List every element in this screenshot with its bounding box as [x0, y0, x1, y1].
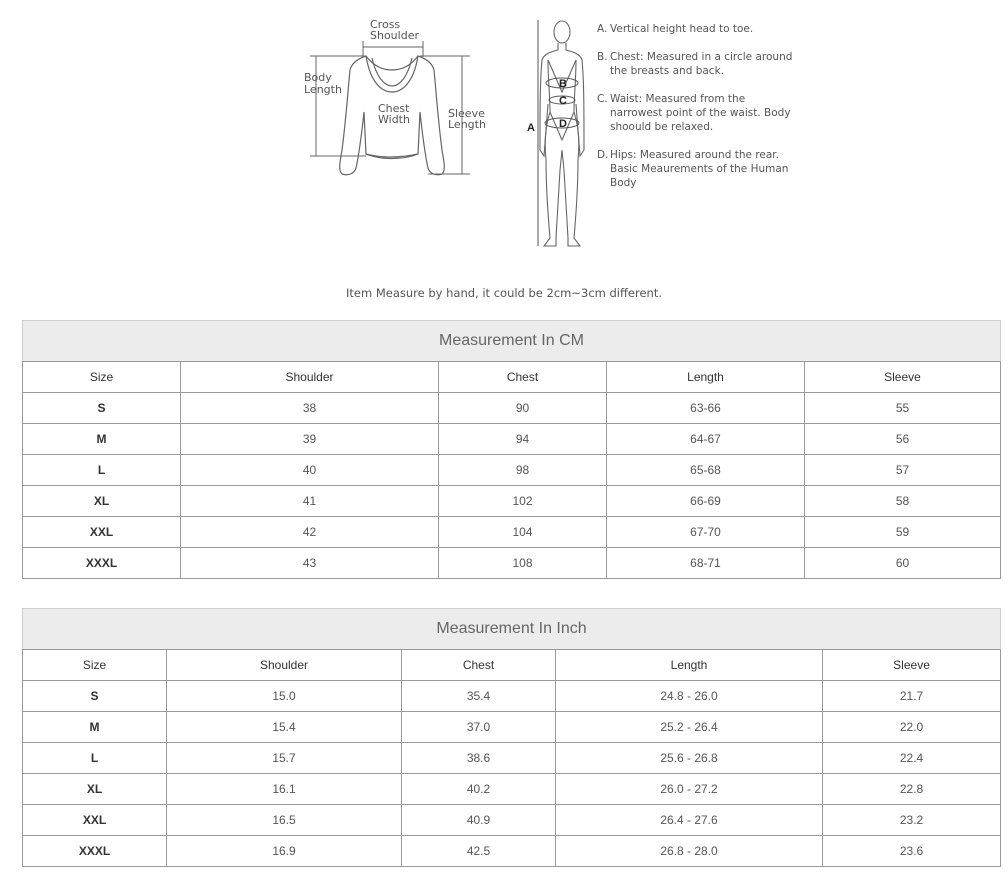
size-cell: S	[23, 681, 167, 712]
shoulder-cell: 16.9	[167, 836, 402, 867]
shoulder-cell: 15.0	[167, 681, 402, 712]
legend-entry-b	[597, 50, 797, 78]
table-row	[23, 805, 1001, 836]
inch-size-table	[22, 608, 1001, 867]
length-cell: 66-69	[607, 486, 805, 517]
size-cell: S	[23, 393, 181, 424]
sleeve-cell: 57	[805, 455, 1001, 486]
shoulder-cell: 16.1	[167, 774, 402, 805]
cross-shoulder-arrow	[363, 41, 423, 57]
legend-letter: A.	[597, 23, 608, 35]
size-cell: XXXL	[23, 548, 181, 579]
sleeve-cell: 59	[805, 517, 1001, 548]
shoulder-cell: 41	[181, 486, 439, 517]
sleeve-cell: 22.4	[823, 743, 1001, 774]
legend-text: Hips: Measured around the rear. Basic Meaurements of the Human Body	[610, 149, 789, 189]
chest-cell: 108	[439, 548, 607, 579]
column-header-shoulder: Shoulder	[181, 362, 439, 393]
table-row	[23, 681, 1001, 712]
body-length-label-1: Body	[304, 71, 332, 84]
size-cell: M	[23, 712, 167, 743]
table-row	[23, 836, 1001, 867]
table-row	[23, 743, 1001, 774]
body-legend	[597, 22, 797, 204]
table-row	[23, 486, 1001, 517]
measurement-diagram	[0, 0, 1008, 310]
size-cell: XXL	[23, 805, 167, 836]
table-row	[23, 393, 1001, 424]
length-cell: 65-68	[607, 455, 805, 486]
letter-b: B	[559, 78, 567, 90]
table-row	[23, 712, 1001, 743]
size-cell: XL	[23, 486, 181, 517]
legend-entry-d	[597, 148, 797, 190]
sleeve-cell: 56	[805, 424, 1001, 455]
length-cell: 25.2 - 26.4	[556, 712, 823, 743]
table-row	[23, 548, 1001, 579]
size-cell: XXXL	[23, 836, 167, 867]
chest-cell: 40.2	[402, 774, 556, 805]
sleeve-length-label-2: Length	[448, 118, 486, 131]
column-header-sleeve: Sleeve	[823, 650, 1001, 681]
sleeve-cell: 23.6	[823, 836, 1001, 867]
chest-cell: 38.6	[402, 743, 556, 774]
length-cell: 24.8 - 26.0	[556, 681, 823, 712]
size-cell: L	[23, 743, 167, 774]
column-header-shoulder: Shoulder	[167, 650, 402, 681]
shoulder-cell: 42	[181, 517, 439, 548]
sleeve-cell: 60	[805, 548, 1001, 579]
length-cell: 63-66	[607, 393, 805, 424]
column-header-length: Length	[556, 650, 823, 681]
letter-d: D	[559, 118, 567, 130]
body-figure	[540, 21, 584, 246]
chest-cell: 35.4	[402, 681, 556, 712]
length-cell: 26.4 - 27.6	[556, 805, 823, 836]
body-length-label-2: Length	[304, 83, 342, 96]
column-header-size: Size	[23, 362, 181, 393]
size-cell: XL	[23, 774, 167, 805]
legend-text: Waist: Measured from the narrowest point of the waist. Body shoould be relaxed.	[610, 93, 791, 133]
table-row	[23, 517, 1001, 548]
sleeve-cell: 23.2	[823, 805, 1001, 836]
cross-shoulder-label-1: Cross	[370, 18, 401, 31]
sleeve-cell: 55	[805, 393, 1001, 424]
shoulder-cell: 15.7	[167, 743, 402, 774]
chest-cell: 102	[439, 486, 607, 517]
legend-entry-a	[597, 22, 797, 36]
length-cell: 25.6 - 26.8	[556, 743, 823, 774]
table-row	[23, 455, 1001, 486]
size-cell: XXL	[23, 517, 181, 548]
letter-c: C	[559, 95, 567, 107]
legend-text: Vertical height head to toe.	[610, 23, 754, 35]
length-cell: 26.0 - 27.2	[556, 774, 823, 805]
sleeve-cell: 22.8	[823, 774, 1001, 805]
column-header-chest: Chest	[439, 362, 607, 393]
chest-cell: 94	[439, 424, 607, 455]
legend-entry-c	[597, 92, 797, 134]
table-row	[23, 774, 1001, 805]
sleeve-cell: 21.7	[823, 681, 1001, 712]
legend-text: Chest: Measured in a circle around the breasts and back.	[610, 51, 793, 77]
table-row	[23, 424, 1001, 455]
legend-letter: B.	[597, 51, 608, 63]
shoulder-cell: 39	[181, 424, 439, 455]
measure-note: Item Measure by hand, it could be 2cm~3cm different.	[345, 286, 663, 300]
column-header-size: Size	[23, 650, 167, 681]
cm-size-table	[22, 320, 1001, 579]
shoulder-cell: 43	[181, 548, 439, 579]
sleeve-length-label-1: Sleeve	[448, 107, 485, 120]
letter-a: A	[527, 122, 535, 134]
legend-letter: C.	[597, 93, 608, 105]
shoulder-cell: 38	[181, 393, 439, 424]
chest-cell: 42.5	[402, 836, 556, 867]
length-cell: 64-67	[607, 424, 805, 455]
diagram-svg	[0, 0, 1008, 300]
sleeve-cell: 58	[805, 486, 1001, 517]
column-header-sleeve: Sleeve	[805, 362, 1001, 393]
chest-width-label-1: Chest	[378, 102, 410, 115]
length-cell: 68-71	[607, 548, 805, 579]
chest-width-label-2: Width	[378, 113, 410, 126]
shoulder-cell: 15.4	[167, 712, 402, 743]
chest-cell: 98	[439, 455, 607, 486]
legend-letter: D.	[597, 149, 609, 161]
shoulder-cell: 40	[181, 455, 439, 486]
chest-cell: 37.0	[402, 712, 556, 743]
size-cell: L	[23, 455, 181, 486]
chest-cell: 40.9	[402, 805, 556, 836]
cross-shoulder-label-2: Shoulder	[370, 29, 419, 42]
chest-cell: 104	[439, 517, 607, 548]
shoulder-cell: 16.5	[167, 805, 402, 836]
column-header-length: Length	[607, 362, 805, 393]
length-cell: 26.8 - 28.0	[556, 836, 823, 867]
chest-cell: 90	[439, 393, 607, 424]
column-header-chest: Chest	[402, 650, 556, 681]
size-cell: M	[23, 424, 181, 455]
length-cell: 67-70	[607, 517, 805, 548]
cm-table-title: Measurement In CM	[23, 321, 1001, 362]
inch-table-title: Measurement In Inch	[23, 609, 1001, 650]
sleeve-cell: 22.0	[823, 712, 1001, 743]
